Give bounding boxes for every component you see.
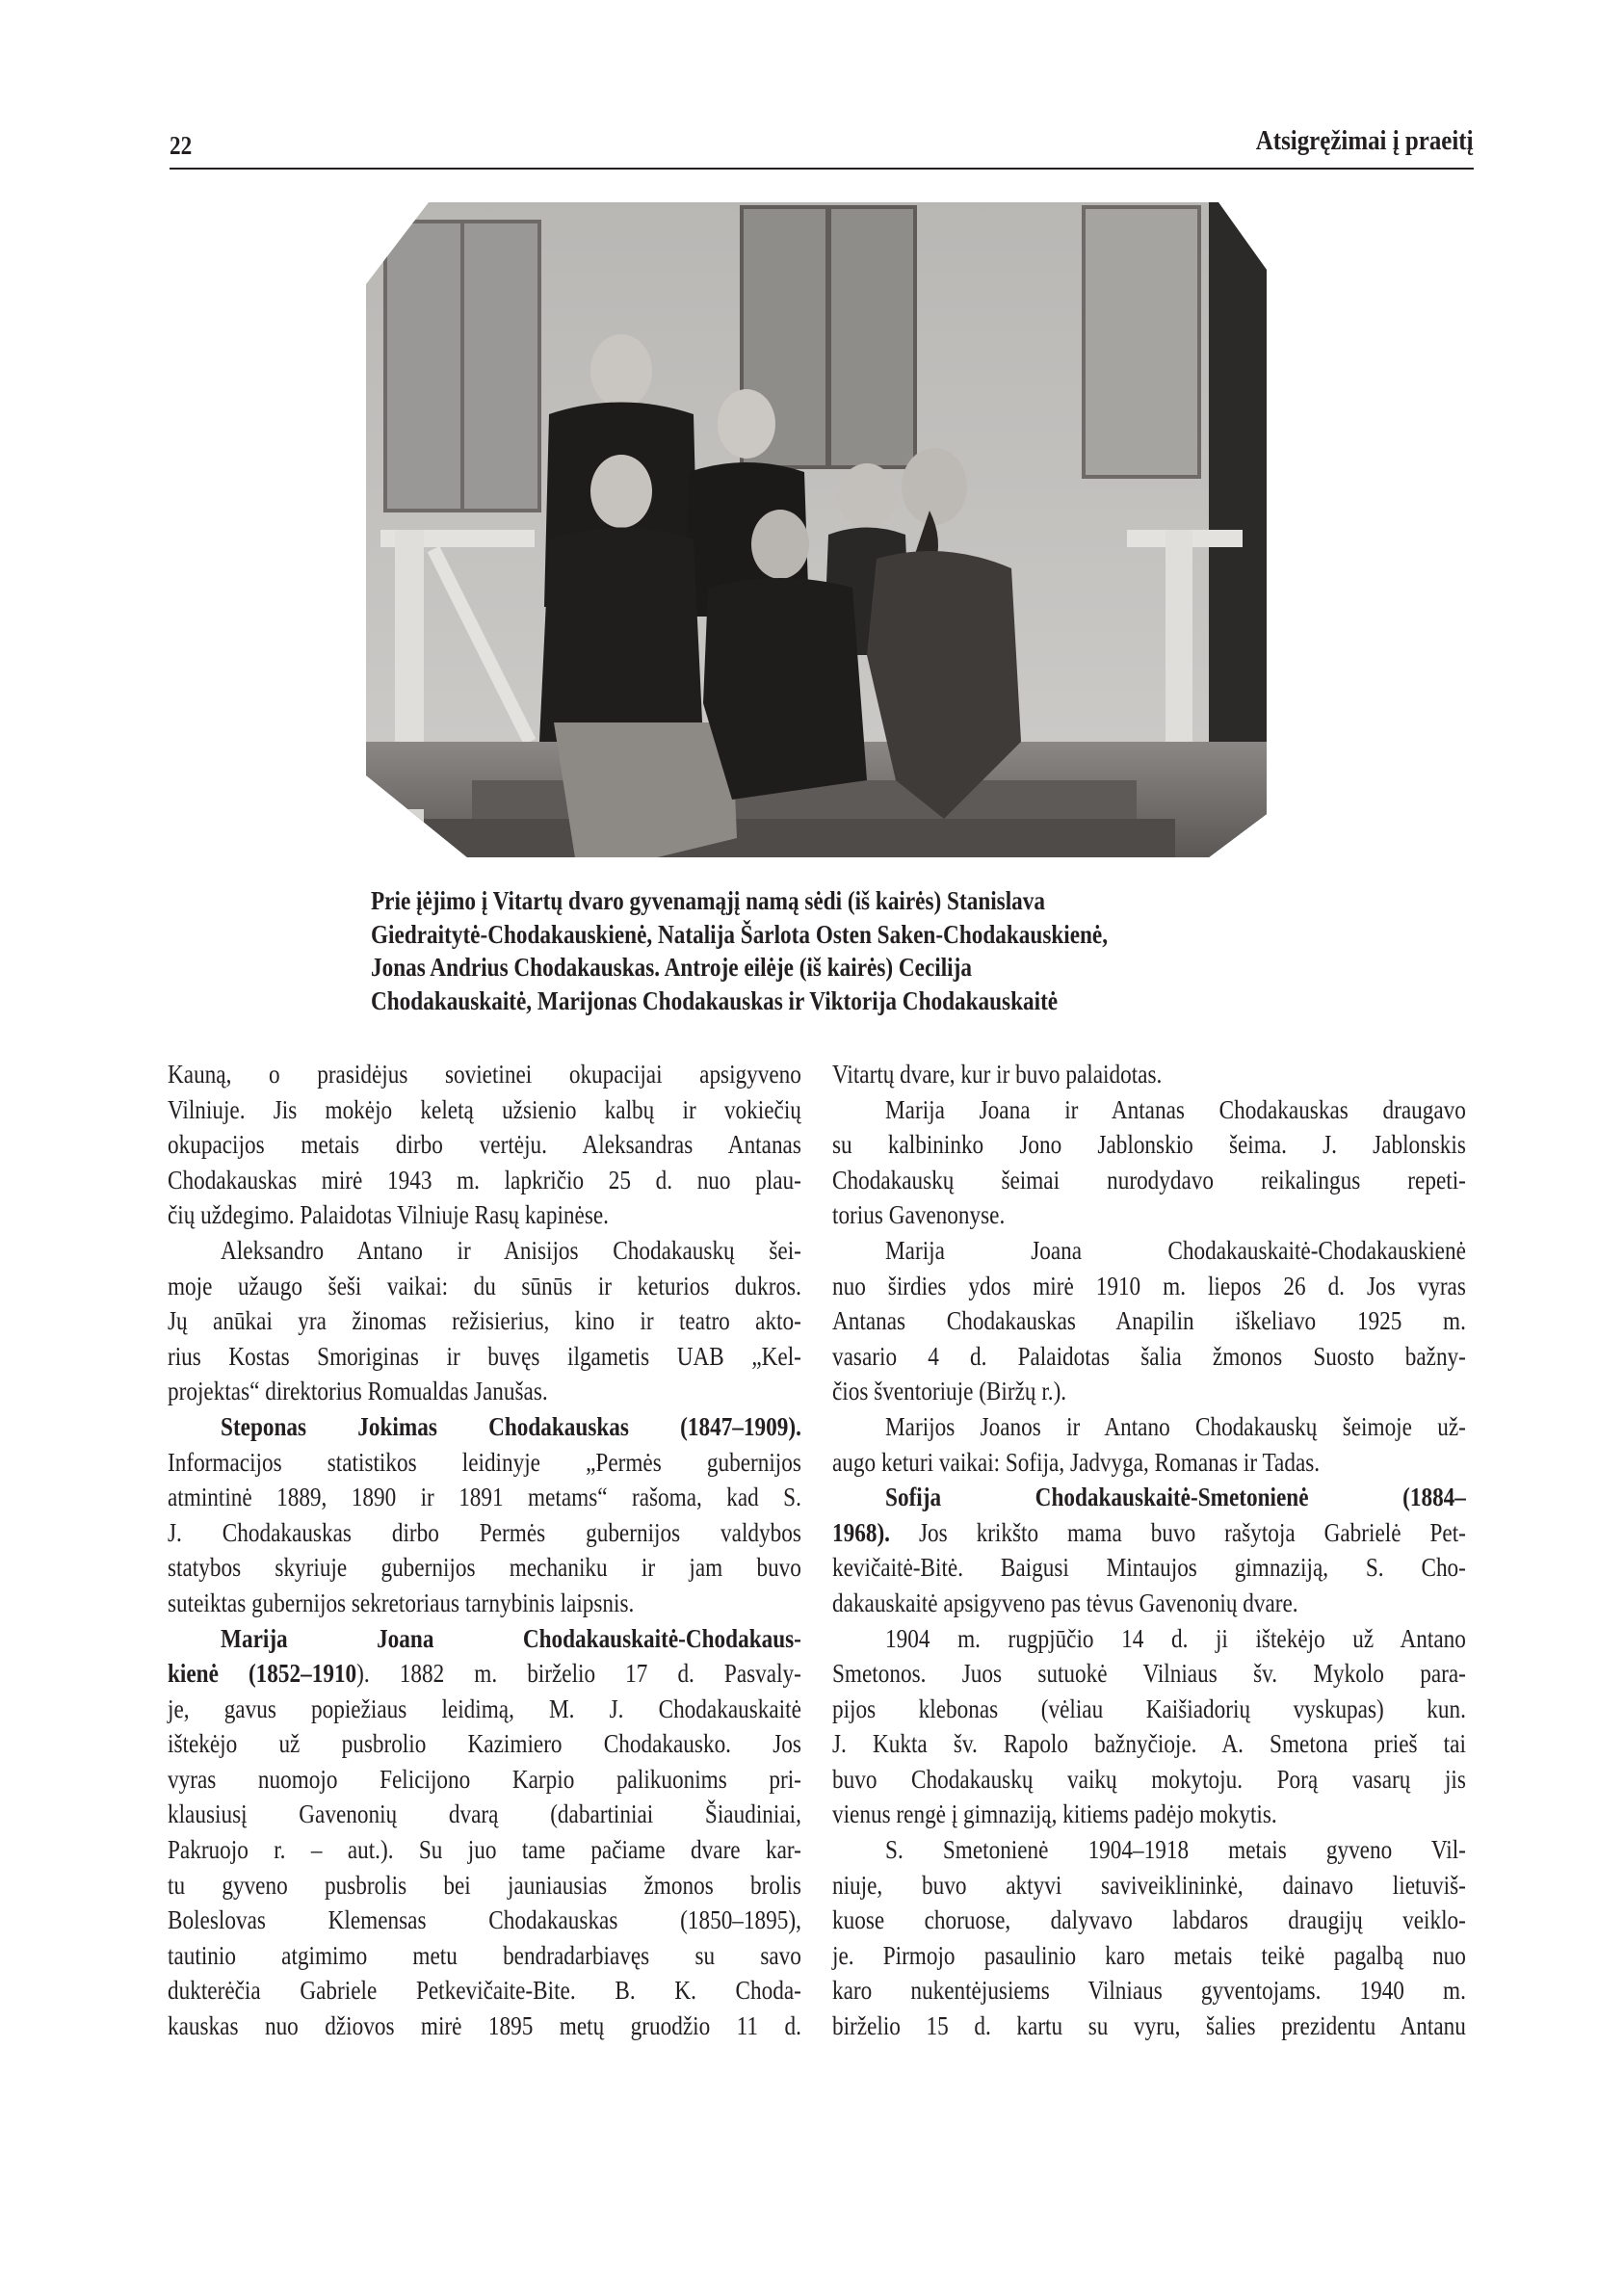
body-text: Boleslovas Klemensas Chodakauskas (1850–1895), <box>168 1905 801 1935</box>
body-text: 1904 m. rugpjūčio 14 d. ji ištekėjo už Antano <box>885 1623 1466 1653</box>
text-line <box>832 1127 1466 1163</box>
text-line <box>832 1621 1466 1657</box>
body-text: vyras nuomojo Felicijono Karpio palikuonims pri- <box>168 1764 801 1794</box>
text-line <box>168 1374 801 1409</box>
text-line <box>168 1973 801 2008</box>
body-text: Vitartų dvare, kur ir buvo palaidotas. <box>832 1060 1163 1089</box>
body-text: dakauskaitė apsigyveno pas tėvus Gavenonių dvare. <box>832 1588 1298 1617</box>
text-line <box>832 1973 1466 2008</box>
body-text: kevičaitė-Bitė. Baigusi Mintaujos gimnaziją, S. Cho- <box>832 1553 1466 1583</box>
left-text-column <box>168 1057 801 2044</box>
text-line <box>168 1726 801 1762</box>
text-line <box>832 1550 1466 1586</box>
photo-image-icon <box>366 202 1267 857</box>
text-line <box>832 1868 1466 1903</box>
body-text: karo nukentėjusiems Vilniaus gyventojams. 1940 m. <box>832 1976 1466 2006</box>
body-text: projektas“ direktorius Romualdas Janušas. <box>168 1377 548 1406</box>
text-line <box>168 1409 801 1445</box>
body-text: dukterėčia Gabriele Petkevičaite-Bite. B. K. Choda- <box>168 1976 801 2006</box>
text-line <box>168 1903 801 1938</box>
text-line <box>832 1656 1466 1692</box>
text-line <box>832 1163 1466 1198</box>
body-text: buvo Chodakauskų vaikų mokytoju. Porą vasarų jis <box>832 1764 1466 1794</box>
body-text: niuje, buvo aktyvi saviveiklininkė, dainavo lietuviš- <box>832 1870 1466 1900</box>
text-line <box>832 1903 1466 1938</box>
text-line <box>168 1092 801 1128</box>
text-line <box>168 1656 801 1692</box>
text-line <box>168 1692 801 1727</box>
text-line <box>168 1621 801 1657</box>
text-line <box>832 1057 1466 1092</box>
body-text: Marija Joana ir Antanas Chodakauskas draugavo <box>885 1094 1466 1124</box>
text-line <box>168 1550 801 1586</box>
text-line <box>832 1586 1466 1621</box>
page-number: 22 <box>170 131 193 160</box>
bold-heading-text: Sofija Chodakauskaitė-Smetonienė (1884– <box>885 1483 1466 1512</box>
text-line <box>832 1409 1466 1445</box>
body-text: Informacijos statistikos leidinyje „Permės gubernijos <box>168 1447 801 1477</box>
body-text: suteiktas gubernijos sekretoriaus tarnybinis laipsnis. <box>168 1588 635 1617</box>
body-text: S. Smetonienė 1904–1918 metais gyveno Vil- <box>885 1835 1466 1865</box>
text-line <box>168 1269 801 1304</box>
text-line <box>832 1938 1466 1974</box>
text-line <box>168 1163 801 1198</box>
text-line <box>168 1197 801 1233</box>
body-text: rius Kostas Smoriginas ir buvęs ilgametis UAB „Kel- <box>168 1341 801 1371</box>
body-text: Kauną, o prasidėjus sovietinei okupacijai apsigyveno <box>168 1060 801 1089</box>
text-line <box>832 1445 1466 1481</box>
text-line <box>832 1480 1466 1515</box>
bold-heading-text: Steponas Jokimas Chodakauskas (1847–1909). <box>221 1411 801 1441</box>
body-text: augo keturi vaikai: Sofija, Jadvyga, Romanas ir Tadas. <box>832 1447 1321 1477</box>
body-text: ). 1882 m. birželio 17 d. Pasvaly- <box>356 1659 801 1689</box>
body-text: Smetonos. Juos sutuokė Vilniaus šv. Mykolo para- <box>832 1659 1466 1689</box>
text-line <box>168 1339 801 1375</box>
body-text: nuo širdies ydos mirė 1910 m. liepos 26 d. Jos vyras <box>832 1271 1466 1300</box>
text-line <box>832 1797 1466 1832</box>
body-text: je. Pirmojo pasaulinio karo metais teikė pagalbą nuo <box>832 1940 1466 1970</box>
text-line <box>832 1726 1466 1762</box>
text-line <box>168 1797 801 1832</box>
body-text: Jų anūkai yra žinomas režisierius, kino ir teatro akto- <box>168 1306 801 1336</box>
text-line <box>832 1515 1466 1551</box>
bold-heading-text: kienė (1852–1910 <box>168 1659 357 1689</box>
header-divider <box>170 168 1474 170</box>
text-line <box>168 1586 801 1621</box>
body-text: Aleksandro Antano ir Anisijos Chodakauskų šei- <box>221 1235 801 1265</box>
body-text: Antanas Chodakauskas Anapilin iškeliavo 1925 m. <box>832 1306 1466 1336</box>
text-line <box>832 1692 1466 1727</box>
caption-line: Prie įėjimo į Vitartų dvaro gyvenamąjį namą sėdi (iš kairės) Stanislava <box>371 886 1046 915</box>
archival-photo <box>366 202 1267 857</box>
body-text: Marijos Joanos ir Antano Chodakauskų šeimoje už- <box>885 1411 1466 1441</box>
text-line <box>832 2008 1466 2044</box>
body-text: klausiusį Gavenonių dvarą (dabartiniai Šiaudiniai, <box>168 1799 801 1829</box>
body-text: Vilniuje. Jis mokėjo keletą užsienio kalbų ir vokiečių <box>168 1094 801 1124</box>
figure-caption <box>371 884 1276 1017</box>
body-text: J. Kukta šv. Rapolo bažnyčioje. A. Smetona prieš tai <box>832 1729 1466 1759</box>
text-line <box>168 2008 801 2044</box>
body-text: okupacijos metais dirbo vertėju. Aleksandras Antanas <box>168 1130 801 1160</box>
body-text: je, gavus popiežiaus leidimą, M. J. Chodakauskaitė <box>168 1693 801 1723</box>
body-text: statybos skyriuje gubernijos mechaniku ir jam buvo <box>168 1553 801 1583</box>
body-text: Pakruojo r. – aut.). Su juo tame pačiame dvare kar- <box>168 1835 801 1865</box>
body-text: J. Chodakauskas dirbo Permės gubernijos valdybos <box>168 1517 801 1547</box>
body-text: vasario 4 d. Palaidotas šalia žmonos Suosto bažny- <box>832 1341 1466 1371</box>
text-line <box>832 1269 1466 1304</box>
text-line <box>168 1303 801 1339</box>
body-text: kauskas nuo džiovos mirė 1895 metų gruodžio 11 d. <box>168 2011 801 2041</box>
body-text: kuose choruose, dalyvavo labdaros draugijų veiklo- <box>832 1905 1466 1935</box>
text-line <box>832 1374 1466 1409</box>
text-line <box>168 1868 801 1903</box>
text-line <box>832 1092 1466 1128</box>
body-text: Marija Joana Chodakauskaitė-Chodakauskienė <box>885 1235 1466 1265</box>
text-line <box>168 1832 801 1868</box>
caption-line: Giedraitytė-Chodakauskienė, Natalija Šarlota Osten Saken-Chodakauskienė, <box>371 919 1109 949</box>
text-line <box>832 1233 1466 1269</box>
caption-line: Chodakauskaitė, Marijonas Chodakauskas ir Viktorija Chodakauskaitė <box>371 985 1059 1015</box>
body-text: moje užaugo šeši vaikai: du sūnūs ir keturios dukros. <box>168 1271 801 1300</box>
text-line <box>168 1480 801 1515</box>
body-text: tu gyveno pusbrolis bei jauniausias žmonos brolis <box>168 1870 801 1900</box>
body-text: tautinio atgimimo metu bendradarbiavęs su savo <box>168 1940 801 1970</box>
text-line <box>832 1339 1466 1375</box>
text-line <box>168 1445 801 1481</box>
caption-line: Jonas Andrius Chodakauskas. Antroje eilėje (iš kairės) Cecilija <box>371 953 972 982</box>
body-text: vienus rengė į gimnaziją, kitiems padėjo mokytis. <box>832 1799 1277 1829</box>
body-text: Chodakauskas mirė 1943 m. lapkričio 25 d. nuo plau- <box>168 1165 801 1195</box>
text-line <box>832 1303 1466 1339</box>
text-line <box>168 1127 801 1163</box>
bold-heading-text: 1968). <box>832 1517 890 1547</box>
body-text: birželio 15 d. kartu su vyru, šalies prezidentu Antanu <box>832 2011 1466 2041</box>
text-line <box>168 1515 801 1551</box>
body-text: pijos klebonas (vėliau Kaišiadorių vyskupas) kun. <box>832 1693 1466 1723</box>
body-text: torius Gavenonyse. <box>832 1200 1006 1230</box>
running-title: Atsigręžimai į praeitį <box>1256 125 1474 156</box>
text-line <box>832 1832 1466 1868</box>
right-text-column <box>832 1057 1466 2044</box>
bold-heading-text: Marija Joana Chodakauskaitė-Chodakaus- <box>221 1623 801 1653</box>
body-text: Jos krikšto mama buvo rašytoja Gabrielė Pet- <box>889 1517 1466 1547</box>
text-line <box>168 1233 801 1269</box>
body-text: čių uždegimo. Palaidotas Vilniuje Rasų kapinėse. <box>168 1200 609 1230</box>
text-line <box>168 1057 801 1092</box>
body-text: atmintinė 1889, 1890 ir 1891 metams“ rašoma, kad S. <box>168 1483 801 1512</box>
body-text: čios šventoriuje (Biržų r.). <box>832 1377 1067 1406</box>
body-text: Chodakauskų šeimai nurodydavo reikalingus repeti- <box>832 1165 1466 1195</box>
body-text: su kalbininko Jono Jablonskio šeima. J. Jablonskis <box>832 1130 1466 1160</box>
text-line <box>168 1762 801 1798</box>
text-line <box>168 1938 801 1974</box>
text-line <box>832 1762 1466 1798</box>
body-text: ištekėjo už pusbrolio Kazimiero Chodakausko. Jos <box>168 1729 801 1759</box>
text-line <box>832 1197 1466 1233</box>
